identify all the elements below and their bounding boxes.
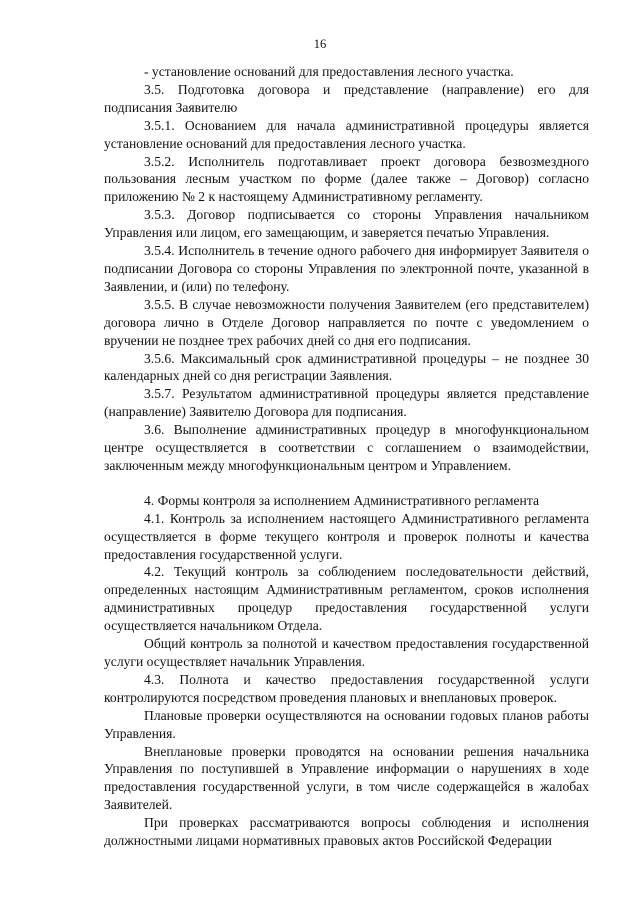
paragraph-3-5-1: 3.5.1. Основанием для начала административной процедуры является установление оснований для предоставления лесного участка. [104,117,589,151]
paragraph-3-5-4: 3.5.4. Исполнитель в течение одного рабочего дня информирует Заявителя о подписании Договора со стороны Управления по электронной почте, указанной в Заявлении, и (или) по телефону. [104,243,589,294]
paragraph-3-5-6: 3.5.6. Максимальный срок административной процедуры – не позднее 30 календарных дней со дня регистрации Заявления. [104,350,589,384]
paragraph-check-questions: При проверках рассматриваются вопросы соблюдения и исполнения должностными лицами нормативных правовых актов Российской Федерации [104,815,589,849]
paragraph-3-6: 3.6. Выполнение административных процедур в многофункциональном центре осуществляется в соответствии с соглашением о взаимодействии, заключенным между многофункциональным центром и Управлением. [104,422,589,473]
paragraph-general-control: Общий контроль за полнотой и качеством предоставления государственной услуги осуществляет начальник Управления. [104,636,589,669]
paragraph-list-item: - установление оснований для предоставления лесного участка. [144,64,514,79]
paragraph-planned-checks: Плановые проверки осуществляются на основании годовых планов работы Управления. [104,707,589,741]
section-heading: 4. Формы контроля за исполнением Административного регламента [144,492,539,508]
paragraph-4-1: 4.1. Контроль за исполнением настоящего Административного регламента осуществляется в форме текущего контроля и проверок полноты и качества предоставления государственной услуги. [104,510,589,562]
paragraph-3-5-7: 3.5.7. Результатом административной процедуры является представление (направление) Заявителю Договора для подписания. [104,386,589,420]
paragraph-4-3: 4.3. Полнота и качество предоставления государственной услуги контролируются посредством проведения плановых и внеплановых проверок. [104,671,589,705]
page-number: 16 [313,37,327,51]
paragraph-3-5: 3.5. Подготовка договора и представление (направление) его для подписания Заявителю [104,81,589,115]
paragraph-3-5-5: 3.5.5. В случае невозможности получения Заявителем (его представителем) договора лично в Отделе Договор направляется по почте с уведомлением о вручении не позднее трех рабочих дней со дня его подписания. [104,296,589,348]
paragraph-unplanned-checks: Внеплановые проверки проводятся на основании решения начальника Управления по поступившей в Управление информации о нарушениях в ходе предоставления государственной услуги, в том числе содержащейся в жалобах Заявителей. [104,743,589,813]
paragraph-4-2: 4.2. Текущий контроль за соблюдением последовательности действий, определенных настоящим Административным регламентом, сроков исполнения административных процедур предоставления государственной услуги осуществляется начальником Отдела. [104,564,589,634]
paragraph-3-5-3: 3.5.3. Договор подписывается со стороны Управления начальником Управления или лицом, его замещающим, и заверяется печатью Управления. [104,207,589,241]
paragraph-3-5-2: 3.5.2. Исполнитель подготавливает проект договора безвозмездного пользования лесным участком по форме (далее также – Договор) согласно приложению № 2 к настоящему Административному регламенту. [104,153,589,205]
page-body [104,63,589,850]
